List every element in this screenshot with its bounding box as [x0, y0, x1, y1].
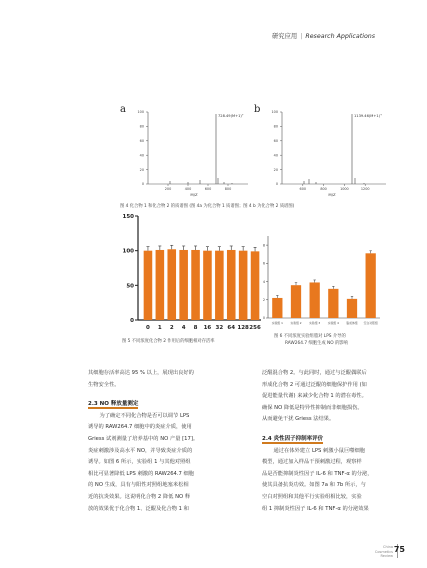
bar [239, 251, 248, 320]
fig6-caption [274, 333, 394, 347]
left-paragraph [88, 411, 250, 515]
fig6-caption-line2: RAW264.7 细胞生成 NO 的影响 [285, 341, 348, 346]
section-2-3-title: NO 释放量测定 [99, 401, 139, 408]
fig4-caption: 图 4 化合物 1 和化合物 2 的质谱图 (图 4a 为化合物 1 质谱图；图 4 b 为化合物 2 质谱图) [120, 204, 295, 209]
bar [144, 251, 153, 320]
y-tick-label: 100 [122, 248, 134, 255]
x-tick-label: 32 [215, 325, 224, 331]
journal-line3: Review [380, 553, 393, 558]
y-tick-label: 20 [273, 167, 278, 172]
y-tick-label: 60 [273, 139, 278, 143]
x-tick-label: 256 [249, 325, 261, 331]
text-line: 品是否能抑制炎性因子 IL-6 和 TNF-α 的分泌， [262, 470, 373, 477]
bar [215, 251, 224, 320]
text-line: 放的效果优于化合物 1、泛醌及化合物 1 和 [88, 505, 189, 512]
text-line: 确保 NO 降低是特异性抑制而非细胞损伤。 [262, 404, 363, 411]
text-line: 从而避免干扰 Griess 法结果。 [262, 416, 335, 423]
y-tick-label: 2 [262, 297, 265, 302]
journal-line2: Cosmetics [374, 549, 393, 554]
left-p1-line2: 生物安全性。 [88, 381, 120, 388]
y-tick-label: 80 [273, 124, 278, 129]
text-line: 诱导的 RAW264.7 细胞中的炎症介质，使用 [88, 424, 192, 431]
fig4a-mass-spectrum [130, 108, 252, 198]
x-tick-label: 600 [299, 187, 307, 191]
x-tick-label: 实验组 1 [271, 321, 283, 325]
text-line: 组 1 抑制炎性因子 IL-6 和 TNF-α 的分泌效果 [262, 505, 369, 512]
section-2-3-number: 2.3 [88, 401, 98, 408]
text-line: 使其具备抗炎功效。如图 7a 和 7b 所示，与 [262, 482, 366, 489]
bar [203, 251, 212, 320]
y-tick-label: 4 [262, 279, 265, 284]
fig5-viability-chart [118, 212, 264, 334]
left-p1-line1: 其细胞存活率高达 95 % 以上，展现出良好的 [88, 370, 194, 376]
text-line: 促进能量代谢) 来减少化合物 1 的潜在毒性。 [262, 393, 367, 400]
y-tick-label: 0 [141, 182, 144, 187]
y-tick-label: 0 [130, 318, 134, 324]
y-tick-label: 6 [262, 261, 265, 266]
x-tick-label: 2 [169, 325, 174, 331]
x-tick-label: 1200 [360, 187, 370, 191]
x-tick-label: 4 [181, 325, 186, 331]
fig4b-label: b [254, 104, 261, 115]
y-tick-label: 80 [139, 124, 144, 129]
text-line: 诱导。如图 6 所示，实验组 1 与其他对照组 [88, 459, 191, 466]
x-tick-label: 400 [184, 187, 192, 191]
x-tick-label: 600 [204, 187, 212, 191]
text-line: 相比可显著降低 LPS 刺激的 RAW264.7 细胞 [88, 470, 195, 477]
section-2-3-heading [88, 399, 250, 411]
text-line: 空白对照组和其他平行实验组相比较，实验 [262, 493, 362, 500]
bar [366, 253, 376, 318]
bar [179, 250, 188, 320]
text-line: 的 NO 生成，具有与阳性对照组地塞米松相 [88, 482, 189, 489]
x-tick-label: 1 [157, 325, 162, 331]
y-tick-label: 8 [262, 243, 265, 248]
x-tick-label: 空白对照组 [363, 321, 378, 325]
y-tick-label: 40 [273, 153, 278, 158]
page-number: 75 [393, 545, 405, 554]
section-2-4-title: 炎性因子抑制率评价 [273, 435, 324, 442]
text-line: 泛醌混合物 2。与此同时，通过与泛醌偶联后 [262, 370, 367, 376]
fig6-no-chart [254, 232, 384, 330]
y-tick-label: 100 [137, 110, 144, 115]
bar [310, 282, 320, 318]
header-section-en: Research Applications [305, 33, 376, 40]
y-tick-label: 0 [275, 182, 278, 187]
header-section-cn: 研究应用 [272, 33, 298, 40]
journal-line1: China [383, 545, 393, 550]
text-line: Griess 试剂测量了培养基中的 NO 产量 [17]。 [88, 435, 199, 442]
section-2-4-heading [262, 434, 424, 446]
x-tick-label: 1000 [340, 187, 349, 191]
bar [347, 299, 357, 318]
bar [227, 250, 236, 320]
x-tick-label: 128 [237, 325, 249, 331]
x-tick-label: 脂质体组 [346, 321, 358, 325]
right-column [262, 368, 424, 515]
y-tick-label: 50 [126, 283, 134, 290]
page-header [272, 31, 375, 40]
x-tick-label: 0 [146, 325, 150, 331]
bar [156, 250, 165, 320]
x-tick-label: 64 [227, 325, 236, 331]
text-line: 为了确定不同化合物是否可以调节 LPS [99, 412, 190, 419]
fig6-caption-line1: 图 6 不同浓度实验组脂对 LPS 介导的 [274, 334, 346, 339]
x-tick-label: 8 [193, 325, 198, 331]
x-tick-label: 实验组 4 [327, 321, 339, 325]
bar [291, 285, 301, 318]
x-tick-label: 800 [224, 187, 232, 191]
text-line: 近的抗炎效果。这说明化合物 2 降低 NO 释 [88, 493, 191, 500]
x-tick-label: 实验组 3 [309, 321, 321, 325]
text-line: 模型，通过加入样品干预刺激过程，观察样 [262, 459, 362, 466]
fig4b-peak-label: 1139.46(M+1)⁺ [354, 114, 382, 118]
right-paragraph-2 [262, 446, 424, 516]
bar [328, 289, 338, 318]
journal-name [375, 545, 393, 558]
y-tick-label: 150 [122, 214, 134, 220]
fig4a-peak-label: 728.49(M+1)⁺ [218, 114, 244, 118]
text-line: 形成化合物 2 可通过泛醌的细胞保护作用 (如 [262, 381, 367, 388]
right-paragraph-1 [262, 368, 424, 426]
x-tick-label: 实验组 2 [290, 321, 302, 325]
section-2-4-number: 2.4 [262, 435, 272, 442]
y-tick-label: 0 [262, 316, 265, 321]
x-tick-label: 16 [203, 325, 212, 331]
fig4b-mass-spectrum [264, 108, 390, 198]
y-tick-label: 60 [139, 139, 144, 143]
bar [167, 249, 176, 320]
bar [272, 298, 282, 318]
y-tick-label: 20 [139, 167, 144, 172]
y-tick-label: 40 [139, 153, 144, 158]
fig5-caption: 图 5 不同浓度化合物 2 作用后的细胞相对存活率 [122, 339, 215, 344]
fig4b-xlabel: M/Z [328, 192, 336, 197]
fig4a-label: a [120, 104, 126, 115]
left-column [88, 368, 250, 515]
bar [191, 250, 200, 320]
x-tick-label: 200 [164, 187, 172, 191]
header-separator: | [300, 33, 303, 40]
y-tick-label: 100 [271, 110, 278, 115]
x-tick-label: 800 [320, 187, 327, 191]
fig4a-xlabel: M/Z [190, 192, 198, 197]
text-line: 炎症刺激涉及高水平 NO，并导致炎症介质的 [88, 447, 193, 454]
text-line: 通过在体外建立 LPS 刺激小鼠巨噬细胞 [273, 447, 366, 454]
